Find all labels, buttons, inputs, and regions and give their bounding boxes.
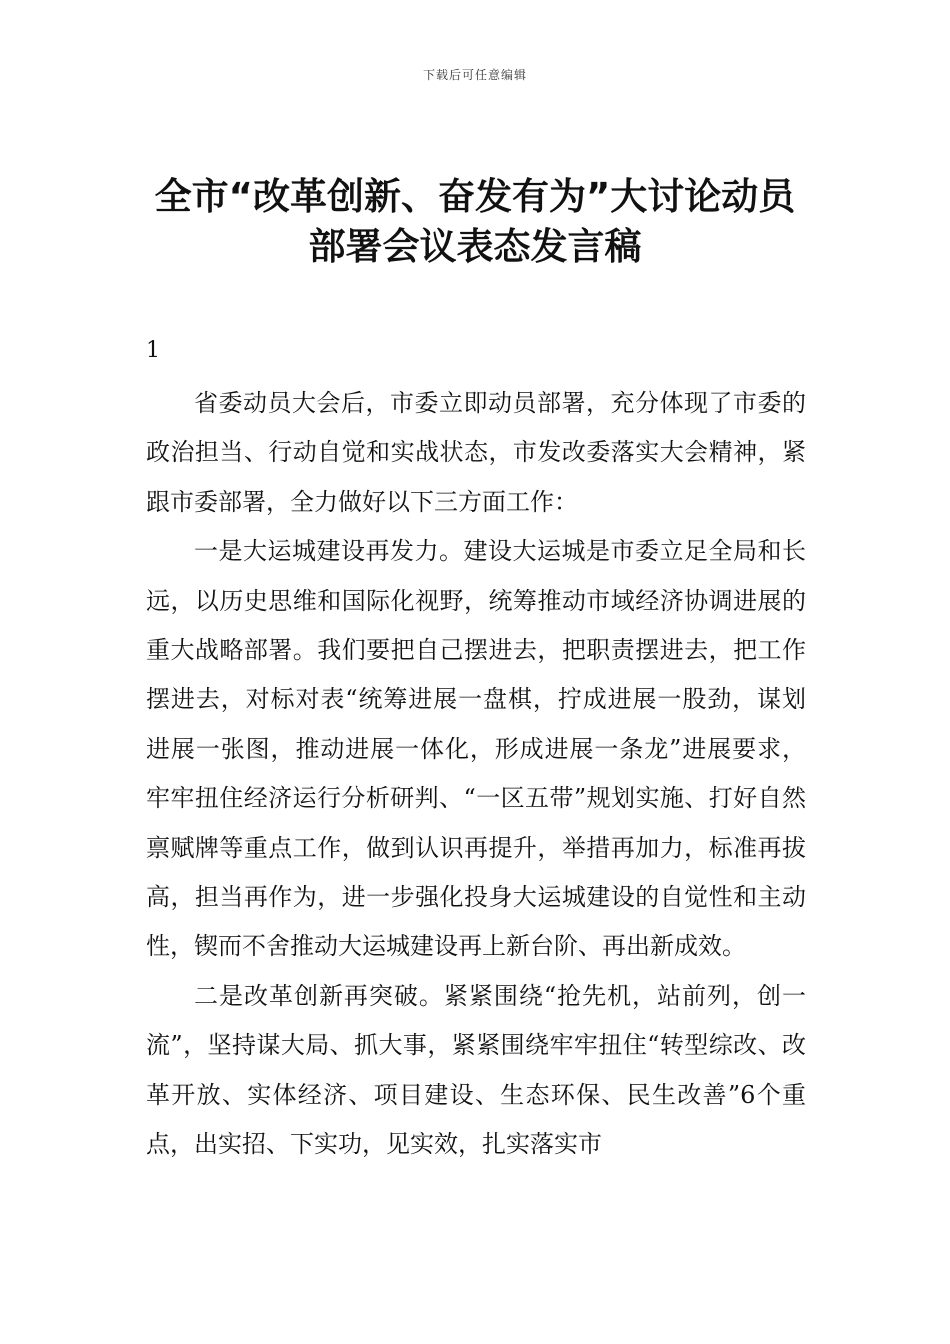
paragraph-point-two: 二是改革创新再突破。紧紧围绕“抢先机，站前列，创一流”，坚持谋大局、抓大事，紧紧围绕牢牢扭住“转型综改、改革开放、实体经济、项目建设、生态环保、民生改善”6个重点，出实招、下实功，见实效，扎实落实市 <box>146 981 806 1159</box>
header-note: 下载后可任意编辑 <box>422 68 527 82</box>
paragraph-point-one: 一是大运城建设再发力。建设大运城是市委立足全局和长远，以历史思维和国际化视野，统筹推动市域经济协调进展的重大战略部署。我们要把自己摆进去，把职责摆进去，把工作摆进去，对标对表“统筹进展一盘棋，拧成进展一股劲，谋划进展一张图，推动进展一体化，形成进展一条龙”进展要求，牢牢扭住经济运行分析研判、“一区五带”规划实施、打好自然禀赋牌等重点工作，做到认识再提升，举措再加力，标准再拔高，担当再作为，进一步强化投身大运城建设的自觉性和主动性，锲而不舍推动大运城建设再上新台阶、再出新成效。 <box>146 537 806 961</box>
document-title <box>120 172 830 272</box>
document-body <box>146 379 806 1170</box>
paragraph-intro: 省委动员大会后，市委立即动员部署，充分体现了市委的政治担当、行动自觉和实战状态，市发改委落实大会精神，紧跟市委部署，全力做好以下三方面工作： <box>146 389 806 516</box>
title-line-2: 部署会议表态发言稿 <box>308 225 642 268</box>
title-line-1: 全市“改革创新、奋发有为”大讨论动员 <box>154 175 796 218</box>
page-number: 1 <box>146 338 160 363</box>
